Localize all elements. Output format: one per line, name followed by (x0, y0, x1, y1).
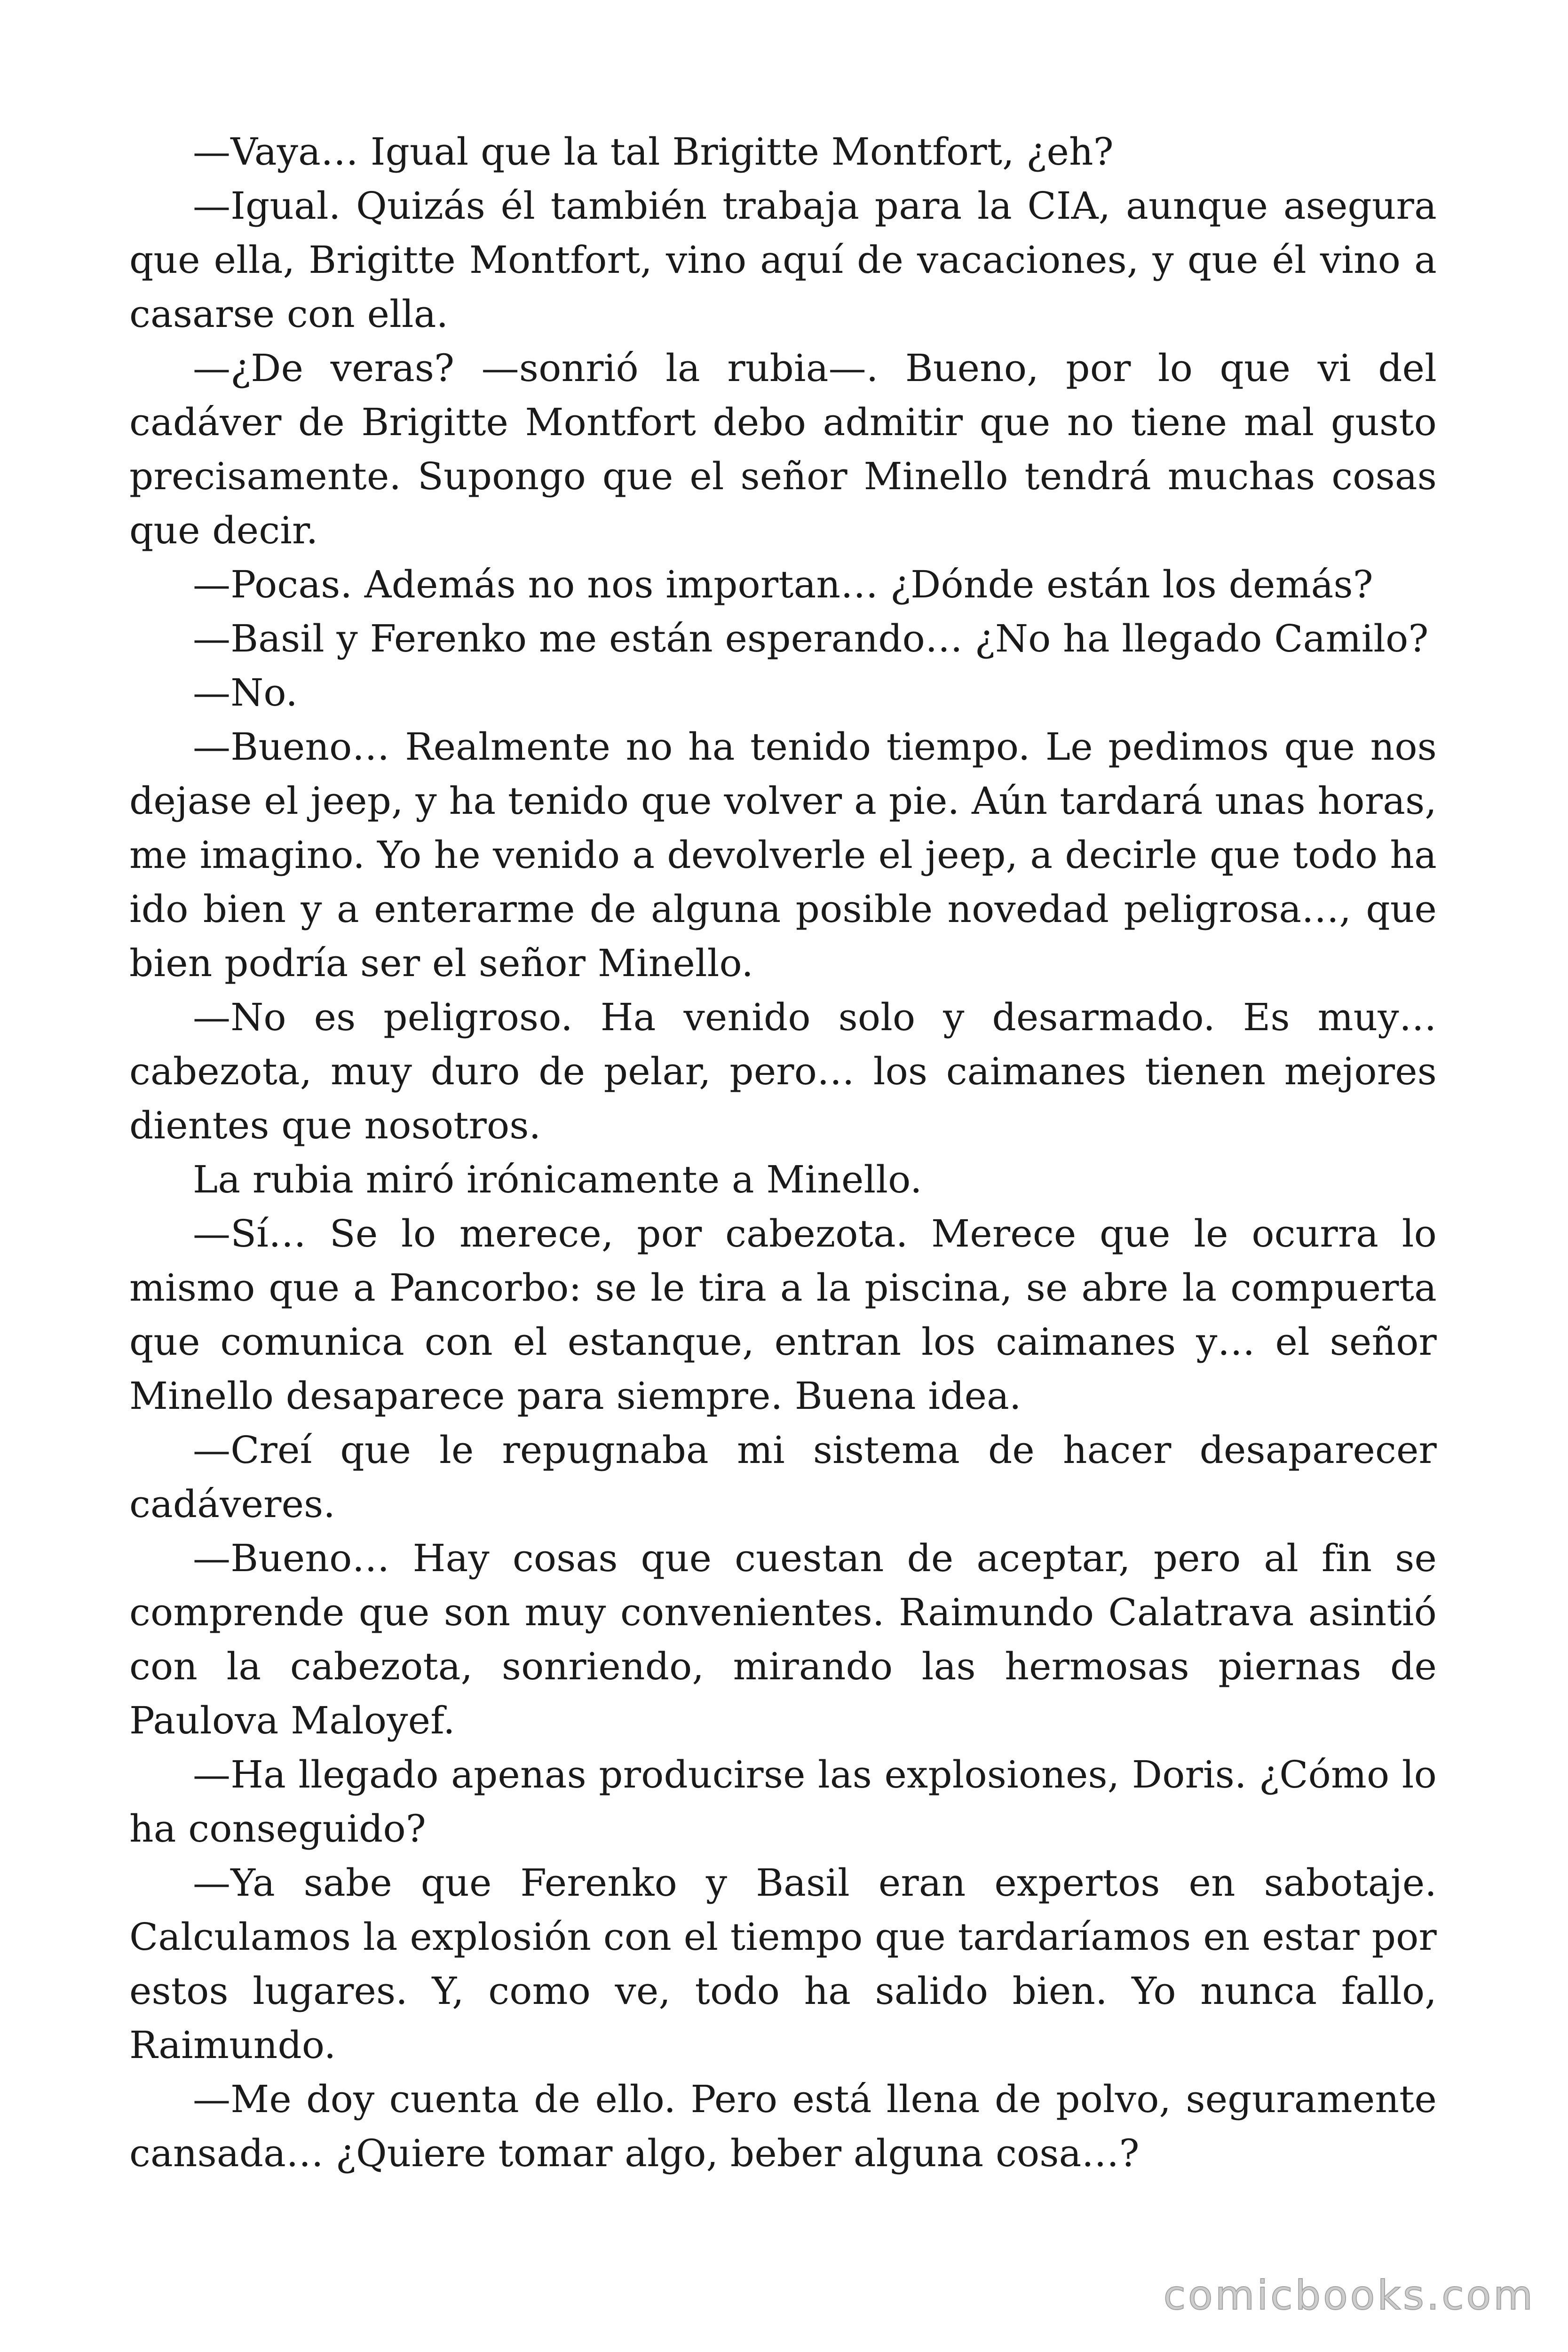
paragraph: —No es peligroso. Ha venido solo y desarmado. Es muy… cabezota, muy duro de pelar, pero… los caimanes tienen mejores dientes que nosotros. (129, 995, 1437, 1147)
paragraph: —¿De veras? —sonrió la rubia—. Bueno, por lo que vi del cadáver de Brigitte Montfort debo admitir que no tiene mal gusto precisamente. Supongo que el señor Minello tendrá muchas cosas que decir. (129, 346, 1437, 552)
paragraph: —Creí que le repugnaba mi sistema de hacer desaparecer cadáveres. (129, 1428, 1437, 1526)
paragraph: —Ha llegado apenas producirse las explosiones, Doris. ¿Cómo lo ha conseguido? (129, 1753, 1437, 1851)
paragraph: —Pocas. Además no nos importan… ¿Dónde están los demás? (193, 563, 1373, 606)
paragraph: La rubia miró irónicamente a Minello. (193, 1158, 922, 1201)
paragraph: —No. (193, 671, 298, 715)
paragraph: —Vaya… Igual que la tal Brigitte Montfort, ¿eh? (193, 130, 1114, 174)
paragraph: —Ya sabe que Ferenko y Basil eran expertos en sabotaje. Calculamos la explosión con el tiempo que tardaríamos en estar por estos lugares. Y, como ve, todo ha salido bien. Yo nunca fallo, Raimundo. (129, 1861, 1437, 2067)
paragraph: —Sí… Se lo merece, por cabezota. Merece que le ocurra lo mismo que a Pancorbo: se le tira a la piscina, se abre la compuerta que comunica con el estanque, entran los caimanes y… el señor Minello desaparece para siempre. Buena idea. (129, 1212, 1437, 1418)
watermark: comicbooks.com (1163, 2272, 1535, 2319)
paragraph: —Bueno… Realmente no ha tenido tiempo. Le pedimos que nos dejase el jeep, y ha tenido que volver a pie. Aún tardará unas horas, me imagino. Yo he venido a devolverle el jeep, a decirle que todo ha ido bien y a enterarme de alguna posible novedad peligrosa…, que bien podría ser el señor Minello. (129, 725, 1437, 985)
page-body (129, 125, 1437, 2180)
paragraph: —Me doy cuenta de ello. Pero está llena de polvo, seguramente cansada… ¿Quiere tomar algo, beber alguna cosa…? (129, 2077, 1437, 2175)
paragraph: —Basil y Ferenko me están esperando… ¿No ha llegado Camilo? (193, 617, 1429, 660)
paragraph: —Bueno… Hay cosas que cuestan de aceptar, pero al fin se comprende que son muy convenientes. Raimundo Calatrava asintió con la cabezota, sonriendo, mirando las hermosas piernas de Paulova Maloyef. (129, 1536, 1437, 1742)
paragraph: —Igual. Quizás él también trabaja para la CIA, aunque asegura que ella, Brigitte Montfort, vino aquí de vacaciones, y que él vino a casarse con ella. (129, 184, 1437, 336)
